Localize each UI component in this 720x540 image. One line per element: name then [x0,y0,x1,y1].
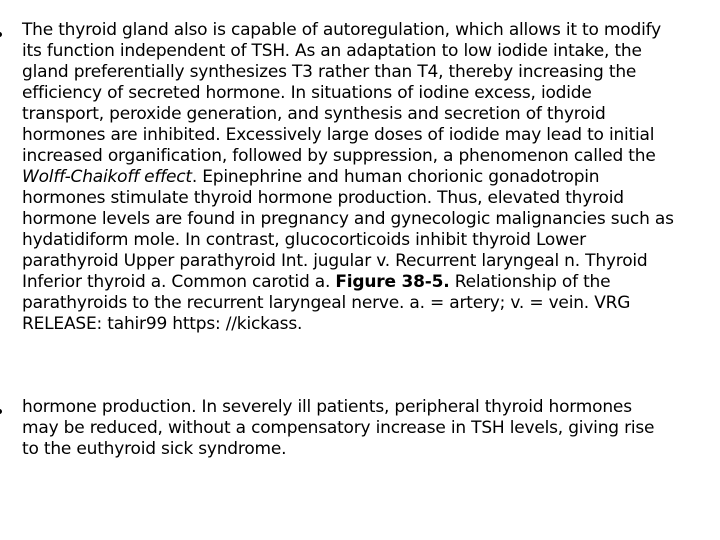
bullet-dot-icon [0,32,2,37]
text-line [22,104,719,125]
text-line [22,41,719,62]
text-line [22,146,719,167]
text-line [22,418,719,439]
text-line [22,230,719,251]
bullet-paragraph [22,20,719,335]
text-run: parathyroids to the recurrent laryngeal nerve. a. = artery; v. = vein. VRG [22,293,631,313]
text-run: efficiency of secreted hormone. In situations of iodine excess, iodide [22,83,592,103]
text-line [22,397,719,418]
figure-reference: Figure 38-5. [335,272,450,292]
text-run: hydatidiform mole. In contrast, glucocorticoids inhibit thyroid Lower [22,230,586,250]
text-run: may be reduced, without a compensatory increase in TSH levels, giving rise [22,418,655,438]
text-run: to the euthyroid sick syndrome. [22,439,287,459]
text-run: hormones stimulate thyroid hormone production. Thus, elevated thyroid [22,188,624,208]
text-run: . Epinephrine and human chorionic gonadotropin [191,167,600,187]
bullet-paragraph [22,397,719,460]
text-run: RELEASE: tahir99 https: //kickass. [22,314,303,334]
text-run: parathyroid Upper parathyroid Int. jugular v. Recurrent laryngeal n. Thyroid [22,251,648,271]
text-run: hormone levels are found in pregnancy and gynecologic malignancies such as [22,209,674,229]
text-run: hormones are inhibited. Excessively large doses of iodide may lead to initial [22,125,655,145]
italic-term: Wolff-Chaikoff effect [22,167,192,187]
text-line [22,62,719,83]
text-line [22,251,719,272]
text-line [22,209,719,230]
text-line [22,293,719,314]
text-run: Relationship of the [449,272,611,292]
text-run: gland preferentially synthesizes T3 rather than T4, thereby increasing the [22,62,637,82]
text-run: its function independent of TSH. As an adaptation to low iodide intake, the [22,41,642,61]
text-line [22,272,719,293]
text-line [22,20,719,41]
text-line [22,125,719,146]
text-run: Inferior thyroid a. Common carotid a. [22,272,336,292]
text-line [22,188,719,209]
text-run: The thyroid gland also is capable of autoregulation, which allows it to modify [22,20,661,40]
text-line [22,314,719,335]
bullet-dot-icon [0,409,2,414]
text-line [22,167,719,188]
text-line [22,439,719,460]
text-run: increased organification, followed by suppression, a phenomenon called the [22,146,656,166]
text-run: hormone production. In severely ill patients, peripheral thyroid hormones [22,397,632,417]
text-run: transport, peroxide generation, and synthesis and secretion of thyroid [22,104,606,124]
text-line [22,83,719,104]
